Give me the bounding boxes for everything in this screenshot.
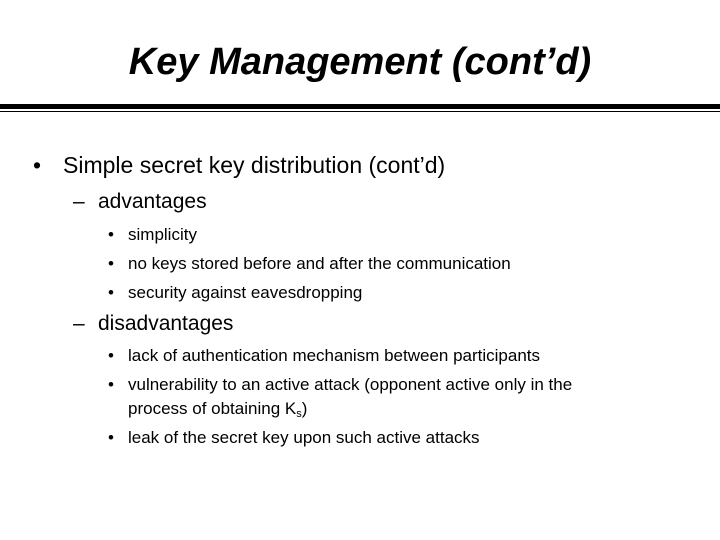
advantage-item-text: simplicity — [128, 225, 197, 244]
advantages-heading-text: advantages — [98, 190, 207, 213]
bullet-icon: • — [33, 152, 42, 178]
title-rule-thin — [0, 111, 720, 112]
advantage-item-text: security against eavesdropping — [128, 283, 363, 302]
disadvantage-item — [108, 345, 540, 366]
disadvantage-item — [108, 427, 480, 448]
disadvantages-heading — [73, 311, 233, 337]
disadvantage-item-text: lack of authentication mechanism between participants — [128, 346, 541, 365]
dash-icon: – — [73, 312, 85, 335]
bullet-icon: • — [108, 225, 114, 244]
bullet-icon: • — [108, 375, 114, 394]
title-rule-thick — [0, 104, 720, 109]
advantages-heading — [73, 189, 207, 215]
dash-icon: – — [73, 190, 85, 213]
advantage-item-text: no keys stored before and after the communication — [128, 254, 511, 273]
advantage-item — [108, 224, 197, 245]
main-point-text: Simple secret key distribution (cont’d) — [63, 152, 446, 178]
bullet-icon: • — [108, 346, 114, 365]
bullet-icon: • — [108, 283, 114, 302]
slide-title: Key Management (cont’d) — [128, 41, 592, 83]
disadvantage-item-continuation — [128, 398, 307, 419]
disadvantage-item — [108, 374, 572, 395]
continuation-close: ) — [301, 399, 308, 418]
advantage-item — [108, 282, 362, 303]
bullet-icon: • — [108, 254, 114, 273]
bullet-icon: • — [108, 428, 114, 447]
main-point — [33, 151, 445, 179]
disadvantage-item-text: vulnerability to an active attack (opponent active only in the — [128, 375, 573, 394]
disadvantages-heading-text: disadvantages — [98, 312, 234, 335]
continuation-text: process of obtaining K — [128, 399, 297, 418]
disadvantage-item-text: leak of the secret key upon such active attacks — [128, 428, 480, 447]
subscript-s: s — [296, 408, 302, 420]
advantage-item — [108, 253, 511, 274]
